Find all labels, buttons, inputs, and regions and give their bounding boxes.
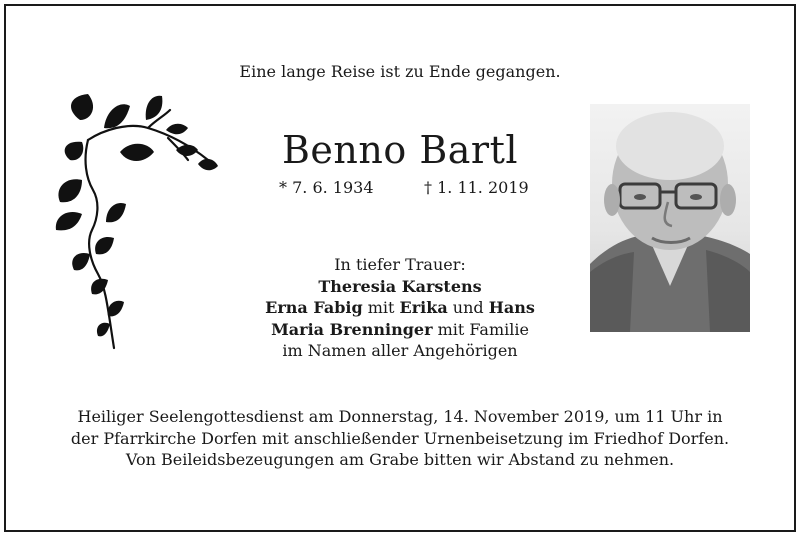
notice-line-2: der Pfarrkirche Dorfen mit anschließender Urnenbeisetzung im Friedhof Dorfen. [70, 428, 730, 448]
notice-line-3: Von Beileidsbezeugungen am Grabe bitten wir Abstand zu nehmen. [125, 450, 675, 469]
mourners-closing: im Namen aller Angehörigen [282, 341, 518, 360]
notice-line-1: Heiliger Seelengottesdienst am Donnerstag, 14. November 2019, um 11 Uhr in [77, 407, 723, 426]
birth-date: * 7. 6. 1934 [279, 178, 374, 197]
mourner-name: Maria Brenninger [271, 319, 433, 339]
connector: mit Familie [432, 319, 529, 339]
mourner-name: Hans [488, 298, 535, 317]
mourner-line-1 [220, 276, 580, 298]
mourner-name: Theresia Karstens [318, 276, 482, 296]
portrait-photo [590, 104, 750, 332]
mourner-line-3 [220, 319, 580, 341]
mourners-block [220, 254, 580, 362]
mourner-line-2 [220, 297, 580, 319]
connector: mit [362, 298, 400, 317]
deceased-name: Benno Bartl [282, 128, 518, 172]
mourner-name: Erika [399, 298, 448, 317]
mourners-intro: In tiefer Trauer: [334, 255, 466, 274]
mourner-name: Erna Fabig [265, 298, 363, 317]
connector: und [447, 298, 489, 317]
death-date: † 1. 11. 2019 [424, 178, 529, 197]
service-notice [40, 406, 760, 471]
leaf-vine-icon [48, 90, 224, 360]
motto: Eine lange Reise ist zu Ende gegangen. [239, 62, 561, 81]
